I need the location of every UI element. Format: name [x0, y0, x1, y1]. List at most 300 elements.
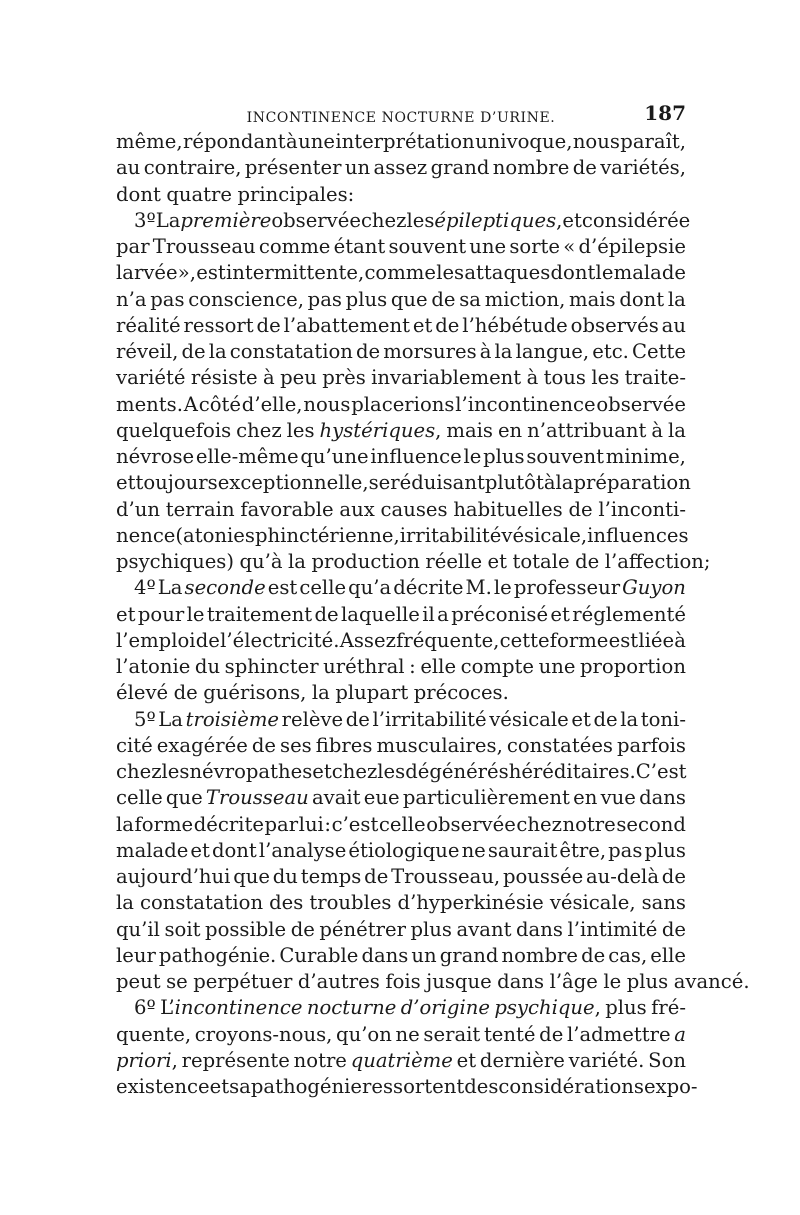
word: un [344, 156, 371, 180]
word: souvent [526, 445, 604, 468]
word: influence [370, 445, 462, 468]
word: forme [549, 628, 609, 652]
word: 5º [134, 707, 156, 731]
word: par [116, 235, 150, 258]
word: fibres [315, 733, 373, 757]
word: et [116, 471, 136, 495]
word: du [272, 865, 298, 888]
word: se [368, 471, 391, 495]
word: cité [116, 733, 153, 757]
word: de [314, 602, 339, 626]
word: priori, [116, 1048, 178, 1072]
word: parfois [617, 733, 686, 757]
word: dernière [479, 1048, 565, 1072]
word: celle [299, 576, 347, 600]
word: Trousseau [152, 235, 256, 258]
word: ments. [116, 392, 183, 416]
word: réelle [425, 550, 483, 573]
text-line [116, 208, 691, 235]
text-line [116, 235, 686, 261]
word: d’elle, [241, 392, 303, 416]
word: d’épilepsie [578, 235, 686, 258]
word: nous [572, 130, 620, 153]
word: favorable [240, 497, 334, 521]
word: avancé. [673, 970, 750, 993]
word: une [469, 235, 507, 258]
word: dont [211, 838, 257, 862]
word: minime, [605, 445, 686, 468]
word: 4º [134, 576, 156, 600]
text-line [116, 708, 686, 734]
text-line [116, 996, 686, 1022]
word: le [595, 261, 614, 285]
word: héréditaires. [508, 760, 636, 783]
word: malade [613, 261, 686, 285]
word: n’a [116, 287, 147, 311]
word: observés [570, 313, 659, 337]
word: de [251, 733, 276, 757]
word: vue [600, 786, 636, 810]
word: psychiques) [116, 550, 234, 573]
word: à [543, 471, 556, 495]
word: avait [311, 786, 361, 810]
word: répondant [182, 130, 286, 153]
word: second [616, 812, 686, 836]
word: l’intimité [567, 917, 658, 941]
text-line [116, 523, 689, 550]
word: celle [378, 812, 426, 836]
word: M. [465, 576, 492, 600]
word: eue [363, 786, 400, 810]
text-line [116, 445, 686, 471]
word: fré- [651, 996, 686, 1020]
word: c’est [331, 812, 379, 836]
word: dans [497, 970, 545, 993]
word: réalité [116, 313, 181, 337]
word: l’inconti- [598, 497, 686, 521]
word: dont [619, 287, 665, 311]
word: névropathes [189, 760, 313, 783]
word: au [661, 313, 686, 337]
word: ne [461, 838, 486, 862]
word: Curable [279, 943, 359, 967]
text-line [116, 550, 711, 576]
word: irritabilité [399, 523, 502, 547]
text-line [116, 366, 686, 392]
word: leur [116, 943, 156, 967]
word: mais [446, 418, 493, 442]
word: côté [198, 392, 241, 416]
word: élevé [116, 681, 169, 705]
word: de [593, 707, 618, 731]
word: l’emploi [116, 628, 196, 652]
word: C’est [635, 760, 687, 783]
word: n’attribuant [527, 418, 647, 442]
word: de [195, 628, 220, 652]
word: sphinctérienne, [244, 523, 400, 547]
word: que [390, 287, 428, 311]
word: de [256, 313, 281, 337]
text-line [116, 734, 686, 760]
word: (atonie [175, 523, 245, 547]
text-line [116, 891, 686, 917]
word: pénétrer [319, 917, 406, 941]
word: expo- [643, 1075, 698, 1098]
text-line [116, 603, 686, 629]
word: lui [298, 812, 324, 836]
text-line [116, 156, 686, 182]
word: quatre [166, 182, 233, 206]
word: la [288, 550, 306, 573]
running-head [116, 92, 686, 126]
word: quatrième [350, 1048, 453, 1072]
word: guérisons, [203, 681, 307, 705]
word: en [497, 418, 523, 442]
word: : [324, 812, 332, 836]
word: Son [648, 1048, 686, 1072]
text-line [116, 865, 686, 891]
word: observée [596, 392, 686, 416]
word: sa [459, 287, 481, 311]
word: variété [116, 366, 186, 390]
word: d’autres [297, 970, 380, 993]
word: l’affection; [604, 550, 711, 573]
word: vésicale [489, 707, 569, 731]
word: traite- [624, 366, 686, 390]
word: exceptionnelle, [217, 471, 369, 495]
text-line [116, 340, 686, 366]
word: relève [281, 707, 344, 731]
word: avant [456, 917, 512, 941]
word: serait [423, 1022, 481, 1046]
word: d’origine [400, 996, 490, 1020]
word: qu’on [336, 1022, 392, 1046]
word: considérée [581, 208, 691, 232]
word: aujourd’hui [116, 865, 231, 888]
word: conscience, [188, 287, 304, 311]
word: morsures [383, 340, 477, 363]
word: et [190, 838, 210, 862]
word: l’irritabilité [372, 707, 487, 731]
word: dans [361, 943, 409, 967]
text-line [116, 918, 686, 944]
word: que [233, 865, 270, 888]
word: constatation [139, 891, 264, 915]
word: nence [116, 523, 176, 547]
word: perpétuer [193, 970, 293, 993]
word: de [661, 865, 686, 888]
word: constatation [229, 340, 353, 363]
word: chez [236, 418, 282, 442]
word: traitement [206, 602, 313, 626]
word: étiologique [348, 838, 460, 862]
word: à [526, 366, 539, 390]
word: possible [205, 917, 287, 941]
word: chez [360, 208, 407, 232]
word: chez [516, 812, 562, 836]
word: elle-même [195, 445, 299, 468]
word: le [493, 576, 512, 600]
word: d’hyperkinésie [397, 891, 544, 915]
word: pas [307, 287, 342, 311]
word: les [436, 261, 465, 285]
word: ressortent [362, 1075, 465, 1098]
word: de [355, 340, 381, 363]
word: même, [116, 130, 183, 153]
word: le [603, 970, 622, 993]
word: les [406, 208, 435, 232]
word: invariablement [371, 366, 522, 390]
word: est [196, 261, 226, 285]
word: chez [116, 760, 162, 783]
text-line [116, 130, 686, 156]
word: Cette [632, 340, 686, 363]
word: résiste [190, 366, 258, 390]
word: troubles [309, 891, 392, 915]
word: univoque, [475, 130, 573, 153]
word: l’analyse [258, 838, 347, 862]
running-head-title: INCONTINENCE NOCTURNE D’URINE. [246, 110, 556, 126]
word: décrite [393, 576, 464, 600]
word: comme [258, 235, 331, 258]
word: psychique, [494, 996, 601, 1020]
word: particulièrement [402, 786, 570, 810]
word: quente, [116, 1022, 192, 1046]
word: étant [333, 235, 386, 258]
word: vésicale, [549, 891, 636, 915]
word: l’admettre [566, 1022, 671, 1046]
word: les [161, 760, 190, 783]
word: nombre [492, 156, 570, 180]
word: la [667, 287, 686, 311]
word: tenté [483, 1022, 536, 1046]
word: près [322, 366, 366, 390]
word: dans [516, 917, 563, 941]
word: 6º [134, 996, 156, 1020]
word: sa [229, 1075, 251, 1098]
word: de [173, 681, 198, 705]
word: liée [638, 628, 675, 652]
word: au [116, 156, 141, 180]
word: observée [426, 812, 516, 836]
text-line [116, 393, 686, 419]
text-line [116, 1049, 686, 1075]
text-line [116, 681, 686, 707]
word: vésicale, [501, 523, 588, 547]
word: plus [410, 917, 452, 941]
word: qu’a [348, 576, 392, 600]
word: l’abattement [283, 313, 410, 337]
word: La [157, 576, 183, 600]
body-text [116, 130, 750, 1101]
word: dont [116, 182, 161, 206]
word: et [412, 313, 433, 337]
word: par [264, 812, 299, 836]
word: langue, [515, 340, 590, 363]
word: hystériques, [319, 418, 442, 442]
word: grand [439, 943, 499, 967]
word: une [298, 130, 335, 153]
text-line [116, 813, 686, 839]
text-line [116, 839, 686, 865]
word: la [208, 340, 227, 363]
word: malade [116, 838, 189, 862]
word: souvent [388, 235, 467, 258]
word: sans [641, 891, 686, 915]
text-line [116, 760, 686, 786]
word: influences [587, 523, 689, 547]
word: des [464, 1075, 499, 1098]
word: assez [373, 156, 428, 180]
word: à [286, 130, 298, 153]
word: et [550, 602, 570, 626]
text-line [116, 629, 686, 655]
word: pathogénie [250, 1075, 363, 1098]
word: nombre [501, 943, 579, 967]
word: est [608, 628, 639, 652]
word: précoces. [413, 681, 509, 705]
word: constatées [506, 733, 613, 757]
word: dans [639, 786, 686, 810]
word: la [116, 812, 134, 836]
word: névrose [116, 445, 195, 468]
word: pathogénie. [158, 943, 277, 967]
word: l’âge [549, 970, 598, 993]
word: Assez [339, 628, 396, 652]
word: Trousseau, [391, 865, 501, 888]
word: comme [364, 261, 436, 285]
word: de [181, 340, 206, 363]
word: être, [559, 838, 607, 862]
word: plus [605, 996, 647, 1020]
word: troisième [185, 707, 280, 731]
word: intermittente, [225, 261, 365, 285]
text-line [116, 1023, 686, 1049]
word: de [435, 313, 460, 337]
word: pas [150, 287, 185, 311]
word: habituelles [453, 497, 563, 521]
word: de [364, 865, 389, 888]
word: exagérée [156, 733, 248, 757]
word: et [487, 550, 508, 573]
word: jusque [426, 970, 492, 993]
word: ne [395, 1022, 420, 1046]
word: toni- [640, 707, 686, 731]
word: la [311, 681, 330, 705]
word: quelquefois [116, 418, 232, 442]
word: première [180, 208, 272, 232]
word: et [116, 602, 136, 626]
word: terrain [165, 497, 235, 521]
word: interprétation [335, 130, 475, 153]
word: croyons-nous, [194, 1022, 333, 1046]
word: épileptiques, [434, 208, 563, 232]
word: qu’une [300, 445, 369, 468]
word: la [555, 471, 574, 495]
word: a [437, 602, 449, 626]
word: forme [134, 812, 194, 836]
text-line [116, 576, 686, 602]
word: cas, [608, 943, 648, 967]
word: totale [512, 550, 570, 573]
word: et [209, 1075, 230, 1098]
word: tous [543, 366, 586, 390]
word: pour [137, 602, 185, 626]
word: musculaires, [376, 733, 503, 757]
word: fois [385, 970, 421, 993]
word: à [479, 340, 492, 363]
word: de [575, 550, 600, 573]
word: plus [345, 287, 388, 311]
word: le [463, 445, 482, 468]
word: présenter [244, 156, 342, 180]
text-line [116, 944, 686, 970]
word: préconisé [451, 602, 549, 626]
word: l’incontinence [455, 392, 596, 416]
word: décrite [193, 812, 264, 836]
word: les [591, 366, 620, 390]
word: peut [116, 970, 161, 993]
word: l’atonie [116, 655, 191, 678]
word: attaques [464, 261, 551, 285]
word: sorte [509, 235, 561, 258]
word: », [177, 261, 197, 285]
word: de [661, 917, 686, 941]
word: la [116, 891, 134, 915]
word: principales: [237, 182, 355, 206]
word: observée [271, 208, 361, 232]
word: plus [644, 838, 686, 862]
word: à [674, 628, 686, 652]
text-line [116, 288, 686, 314]
word: elle [420, 655, 457, 678]
word: A [183, 392, 198, 416]
word: les [377, 760, 406, 783]
word: larvée [116, 261, 178, 285]
text-line [116, 471, 691, 497]
word: : [409, 655, 416, 678]
word: 3º [134, 208, 156, 232]
word: peu [280, 366, 317, 390]
word: et [562, 208, 582, 232]
text-line [116, 183, 686, 209]
word: ressort [183, 313, 254, 337]
word: compte [460, 655, 534, 678]
word: à [263, 366, 275, 390]
word: la [494, 340, 513, 363]
word: un [411, 943, 437, 967]
word: uréthral [323, 655, 405, 678]
word: variétés, [600, 156, 686, 180]
word: la [668, 418, 686, 442]
word: L’incontinence [160, 996, 303, 1020]
word: temps [300, 865, 362, 888]
word: de [431, 287, 456, 311]
text-line [116, 498, 686, 524]
word: poussée [502, 865, 584, 888]
word: et [456, 1048, 477, 1072]
word: nous [303, 392, 351, 416]
book-page [116, 92, 750, 1101]
word: ses [280, 733, 312, 757]
word: saurait [487, 838, 558, 862]
word: grand [430, 156, 490, 180]
word: etc. [592, 340, 629, 363]
word: « [563, 235, 576, 258]
word: seconde [184, 576, 266, 600]
word: plus [483, 445, 525, 468]
word: à [651, 418, 664, 442]
